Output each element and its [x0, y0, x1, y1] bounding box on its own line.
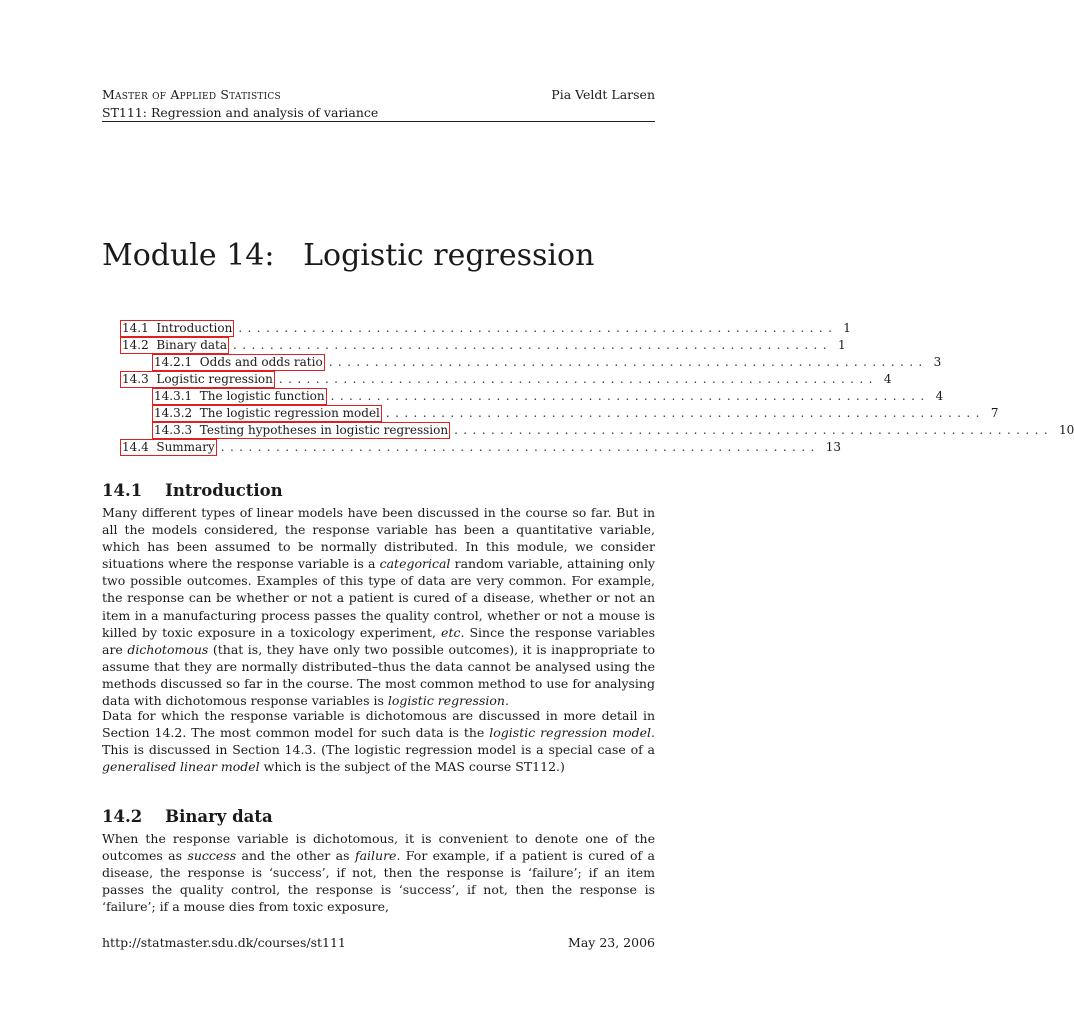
emphasis-text: failure [354, 848, 397, 864]
toc-page-number: 1 [843, 321, 851, 335]
text-run: . This is discussed in Section 14.3. (The logistic regression model is a special case of a [102, 725, 655, 758]
text-run: Many different types of linear models have been discussed in the course so far. But in all the models considered, the response variable has been a quantitative variable, which has been assumed to be normally distributed. In this module, we consider situations where the response variable is a [102, 505, 655, 572]
toc-row [120, 320, 851, 337]
course-title: ST111: Regression and analysis of variance [102, 105, 379, 120]
emphasis-text: logistic regression [387, 693, 505, 709]
toc-row [120, 337, 846, 354]
toc-page-number: 4 [883, 372, 892, 386]
text-run: random variable, attaining only two possible outcomes. Examples of this type of data are very common. For example, the response can be whether or not a patient is cured of a disease, whether or not an item in a manufacturing process passes the quality control, whether or not a mouse is killed by toxic exposure in a toxicology experiment, [102, 556, 655, 640]
emphasis-text: logistic regression model [489, 725, 652, 741]
course-program: Master of Applied Statistics [102, 87, 281, 102]
text-run: When the response variable is dichotomous, it is convenient to denote one of the outcomes as [102, 831, 655, 864]
footer-date: May 23, 2006 [568, 935, 655, 950]
toc-leader: ................................................................. [385, 406, 985, 420]
toc-leader: ................................................................. [278, 372, 878, 386]
intro-paragraph-2 [102, 707, 655, 775]
text-run: Data for which the response variable is dichotomous are discussed in more detail in Section 14.2. The most common model for such data is the [102, 708, 655, 741]
toc-link-summary[interactable]: 14.4 Summary [122, 440, 215, 454]
emphasis-text: generalised linear model [102, 759, 260, 775]
toc-leader: ................................................................. [238, 321, 838, 335]
toc-row [120, 371, 892, 388]
toc-link-logistic-regression[interactable]: 14.3 Logistic regression [122, 372, 273, 386]
header-rule [102, 121, 655, 122]
text-run: (that is, they have only two possible outcomes), it is inappropriate to assume that they are normally distributed–thus the data cannot be analysed using the methods discussed so far in the course. The most common method to use for analysing data with dichotomous response variables is [102, 641, 655, 709]
toc-row [152, 388, 944, 405]
toc-page-number: 13 [825, 440, 841, 454]
toc-page-number: 1 [837, 338, 846, 352]
text-run: which is the subject of the MAS course ST112.) [259, 759, 565, 775]
toc-link-testing-hypotheses[interactable]: 14.3.3 Testing hypotheses in logistic regression [154, 423, 449, 437]
footer-url-link[interactable]: http://statmaster.sdu.dk/courses/st111 [102, 935, 346, 950]
intro-paragraph-1 [102, 504, 655, 709]
toc-link-logistic-regression-model[interactable]: 14.3.2 The logistic regression model [154, 406, 380, 420]
toc-link-binary-data[interactable]: 14.2 Binary data [122, 338, 228, 352]
section-heading-introduction: 14.1 Introduction [102, 481, 283, 500]
toc-leader: ................................................................. [233, 338, 832, 352]
toc-page-number: 7 [990, 406, 999, 420]
emphasis-text: success [187, 848, 237, 864]
toc-link-logistic-function[interactable]: 14.3.1 The logistic function [154, 389, 325, 403]
toc-link-introduction[interactable]: 14.1 Introduction [122, 321, 233, 335]
toc-link-odds-ratio[interactable]: 14.2.1 Odds and odds ratio [154, 355, 323, 369]
emphasis-text: categorical [379, 556, 451, 572]
emphasis-text: etc [441, 624, 461, 640]
toc-page-number: 10 [1059, 423, 1074, 437]
text-run: and the other as [236, 848, 355, 864]
emphasis-text: dichotomous [127, 641, 209, 657]
author-name: Pia Veldt Larsen [551, 87, 655, 102]
toc-leader: ................................................................. [220, 440, 820, 454]
text-run: . [504, 693, 509, 709]
document-page [102, 0, 1074, 1024]
toc-page-number: 3 [933, 355, 942, 369]
toc-row [152, 405, 999, 422]
toc-row [120, 439, 841, 456]
text-run: . Since the response variables are [102, 624, 655, 657]
toc-leader: ................................................................. [454, 423, 1054, 437]
toc-page-number: 4 [935, 389, 944, 403]
toc-leader: ................................................................. [330, 389, 930, 403]
toc-leader: ................................................................. [328, 355, 928, 369]
toc-row [152, 422, 1074, 439]
text-run: . For example, if a patient is cured of a disease, the response is ‘success’, if not, then the response is ‘failure’; if an item passes the quality control, the response is ‘success’, if not, then the response is ‘failure’; if a mouse dies from toxic exposure, [102, 848, 656, 915]
section-heading-binary-data: 14.2 Binary data [102, 807, 273, 826]
binary-paragraph-1 [102, 830, 655, 915]
toc-row [152, 354, 942, 371]
module-title: Module 14: Logistic regression [102, 238, 595, 273]
